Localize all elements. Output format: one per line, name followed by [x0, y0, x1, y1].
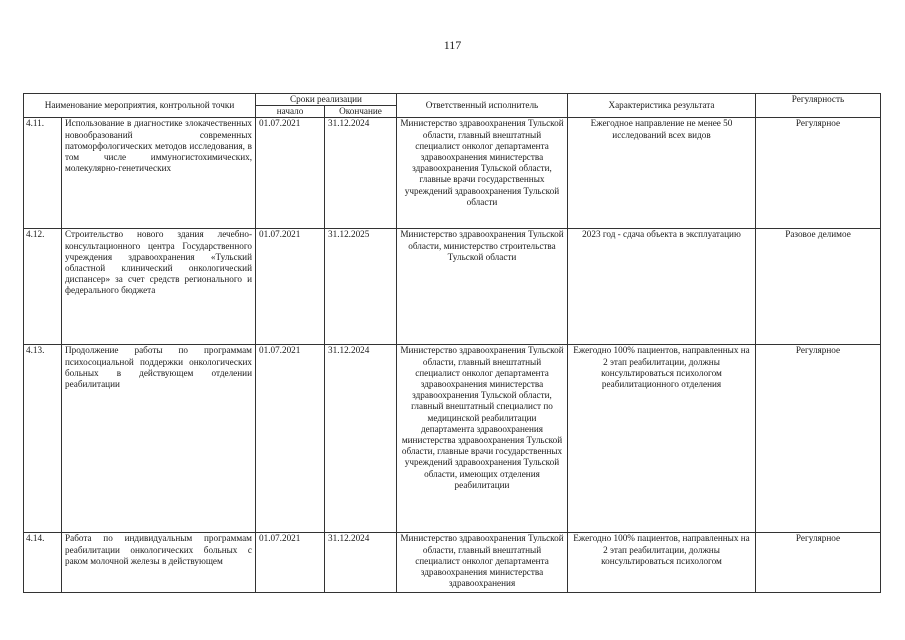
executor: Министерство здравоохранения Тульской области, главный внештатный специалист онколог департамента здравоохранения министерства здравоохранения Тульской области, главный внештатный специалист по медицинской реабилитации департамента здравоохранения министерства здравоохранения Тульской области, главные врачи государственных учреждений здравоохранения Тульской области, имеющих отделения реабилитации: [397, 345, 568, 533]
row-number: 4.11.: [24, 118, 62, 229]
header-period: Сроки реализации: [256, 94, 397, 106]
activity-name: Строительство нового здания лечебно-консультационного центра Государственного учреждения здравоохранения «Тульский областной клинический онкологический диспансер» за счет средств регионального и федерального бюджета: [62, 229, 256, 345]
regularity: Регулярное: [756, 533, 881, 593]
activities-table: [23, 93, 881, 593]
row-number: 4.14.: [24, 533, 62, 593]
end-date: 31.12.2024: [325, 118, 397, 229]
regularity: Регулярное: [756, 118, 881, 229]
table-header-row: [24, 94, 881, 106]
executor: Министерство здравоохранения Тульской области, главный внештатный специалист онколог департамента здравоохранения министерства здравоохранения: [400, 533, 564, 589]
result: Ежегодное направление не менее 50 исследований всех видов: [568, 118, 756, 229]
end-date: 31.12.2024: [325, 533, 397, 593]
start-date: 01.07.2021: [256, 345, 325, 533]
table-row: [24, 118, 881, 229]
header-regularity: Регулярность: [756, 94, 881, 118]
header-result: Характеристика результата: [568, 94, 756, 118]
regularity: Разовое делимое: [756, 229, 881, 345]
row-number: 4.13.: [24, 345, 62, 533]
table-row: [24, 345, 881, 533]
activity-name: Использование в диагностике злокачественных новообразований современных патоморфологических методов исследования, в том числе иммуногистохимических, молекулярно-генетических: [62, 118, 256, 229]
header-executor: Ответственный исполнитель: [397, 94, 568, 118]
page-number: 117: [443, 38, 462, 52]
result: Ежегодно 100% пациентов, направленных на 2 этап реабилитации, должны консультироваться психологом реабилитационного отделения: [568, 345, 756, 533]
end-date: 31.12.2025: [325, 229, 397, 345]
start-date: 01.07.2021: [256, 118, 325, 229]
row-number: 4.12.: [24, 229, 62, 345]
executor: Министерство здравоохранения Тульской области, министерство строительства Тульской области: [397, 229, 568, 345]
result: 2023 год - сдача объекта в эксплуатацию: [568, 229, 756, 345]
regularity: Регулярное: [756, 345, 881, 533]
executor: Министерство здравоохранения Тульской области, главный внештатный специалист онколог департамента здравоохранения министерства здравоохранения Тульской области, главные врачи государственных учреждений здравоохранения Тульской области: [397, 118, 568, 229]
table-row: [24, 533, 881, 593]
activity-name: Продолжение работы по программам психосоциальной поддержки онкологических больных в действующем отделении реабилитации: [62, 345, 256, 533]
activity-name: Работа по индивидуальным программам реабилитации онкологических больных с раком молочной железы в действующем: [65, 533, 252, 566]
result: Ежегодно 100% пациентов, направленных на 2 этап реабилитации, должны консультироваться психологом: [573, 533, 750, 566]
header-start: начало: [256, 106, 325, 118]
header-name: Наименование мероприятия, контрольной точки: [24, 94, 256, 118]
header-end: Окончание: [325, 106, 397, 118]
start-date: 01.07.2021: [256, 229, 325, 345]
start-date: 01.07.2021: [256, 533, 325, 593]
end-date: 31.12.2024: [325, 345, 397, 533]
table-row: [24, 229, 881, 345]
